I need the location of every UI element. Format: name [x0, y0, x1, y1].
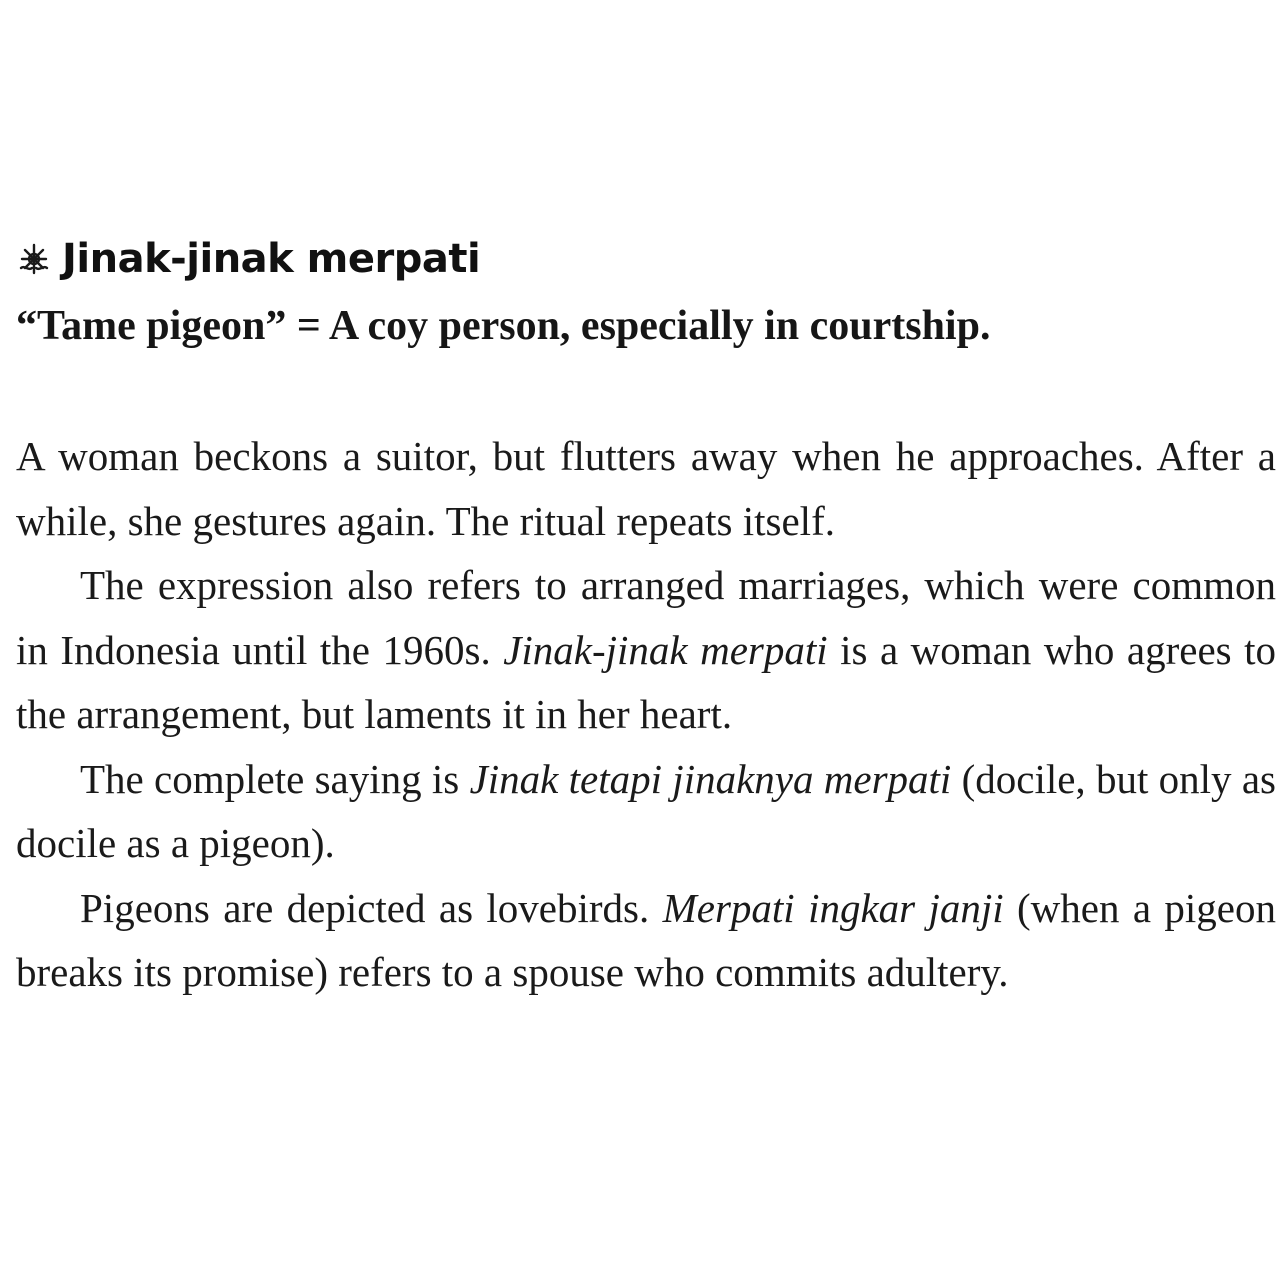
- italic-term: Merpati ingkar janji: [662, 884, 1004, 931]
- paragraph: The expression also refers to arranged marriages, which were common in Indonesia until the 1960s. Jinak-jinak merpati is a woman who agrees to the arrangement, but laments it in her heart.: [16, 562, 1276, 737]
- paragraph: The complete saying is Jinak tetapi jinaknya merpati (docile, but only as docile as a pigeon).: [16, 755, 1276, 866]
- entry-title: Jinak-jinak merpati: [62, 236, 481, 282]
- entry-body: [16, 424, 1276, 1005]
- paragraph: Pigeons are depicted as lovebirds. Merpati ingkar janji (when a pigeon breaks its promise) refers to a spouse who commits adultery.: [16, 884, 1277, 995]
- entry-heading: [16, 224, 1276, 294]
- entry-definition: “Tame pigeon” = A coy person, especially in courtship.: [16, 303, 991, 349]
- italic-term: Jinak-jinak merpati: [503, 626, 828, 673]
- dictionary-entry: [16, 224, 1276, 1005]
- italic-term: Jinak tetapi jinaknya merpati: [469, 755, 952, 802]
- paragraph: A woman beckons a suitor, but flutters away when he approaches. After a while, she gestures again. The ritual repeats itself.: [16, 433, 1276, 544]
- floral-ornament-icon: [16, 241, 52, 277]
